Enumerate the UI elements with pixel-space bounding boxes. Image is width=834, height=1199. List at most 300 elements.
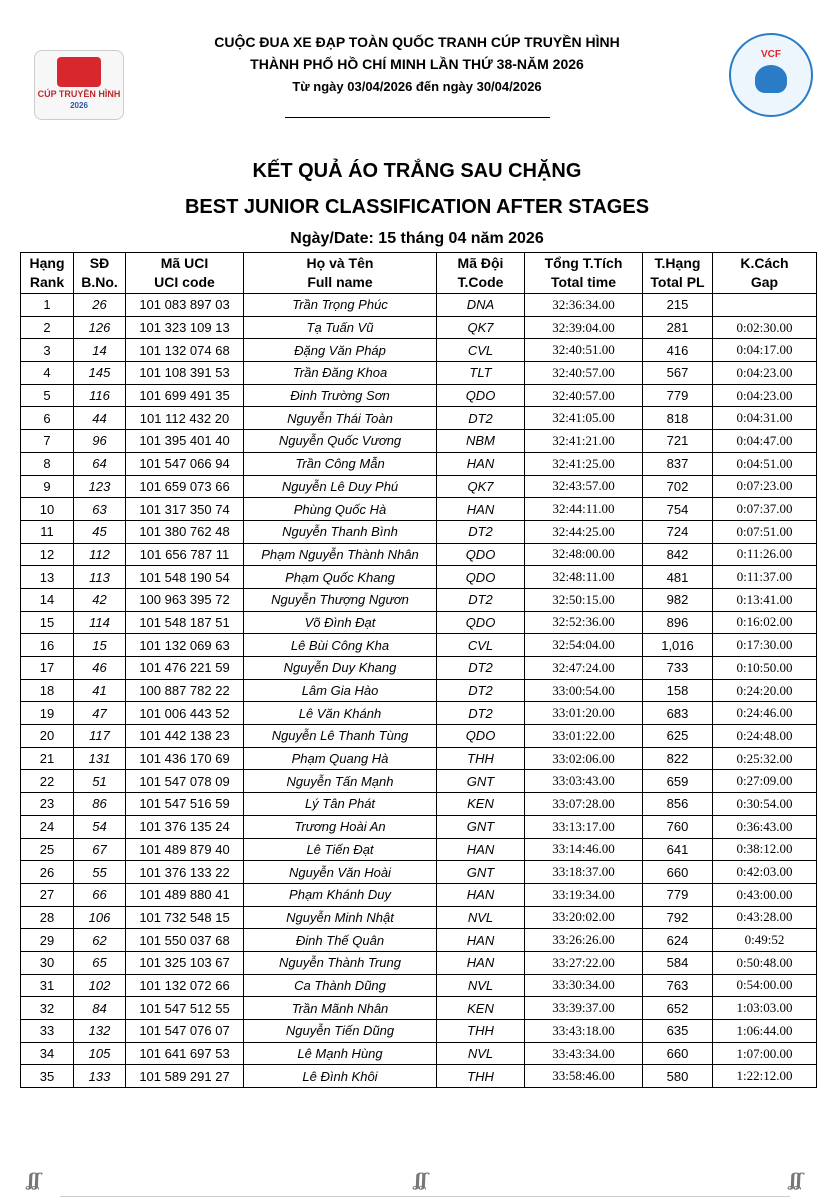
- table-row: [21, 702, 817, 725]
- table-row: [21, 883, 817, 906]
- cell-full-name: Nguyễn Thượng Ngươn: [244, 588, 437, 611]
- cell-rank: 31: [21, 974, 74, 997]
- cell-full-name: Nguyễn Quốc Vương: [244, 430, 437, 453]
- cell-rank: 1: [21, 294, 74, 317]
- cell-uci-code: 101 547 076 07: [126, 1020, 244, 1043]
- cell-uci-code: 101 006 443 52: [126, 702, 244, 725]
- cell-bib: 132: [74, 1020, 126, 1043]
- cell-bib: 64: [74, 452, 126, 475]
- cell-total-time: 32:48:00.00: [525, 543, 643, 566]
- cell-gap: 0:36:43.00: [713, 815, 817, 838]
- cell-uci-code: 101 132 072 66: [126, 974, 244, 997]
- cell-full-name: Lê Văn Khánh: [244, 702, 437, 725]
- cell-gap: [713, 294, 817, 317]
- rider-icon: [755, 65, 787, 93]
- classification-date: Ngày/Date: 15 tháng 04 năm 2026: [290, 230, 544, 247]
- cell-uci-code: 101 656 787 11: [126, 543, 244, 566]
- table-row: [21, 861, 817, 884]
- cell-gap: 0:13:41.00: [713, 588, 817, 611]
- cell-rank: 26: [21, 861, 74, 884]
- table-row: [21, 929, 817, 952]
- cell-total-pl: 818: [643, 407, 713, 430]
- cup-logo-text: CÚP TRUYỀN HÌNH: [37, 89, 121, 99]
- cell-team-code: THH: [437, 747, 525, 770]
- cell-gap: 1:03:03.00: [713, 997, 817, 1020]
- cell-gap: 0:25:32.00: [713, 747, 817, 770]
- cell-full-name: Nguyễn Lê Duy Phú: [244, 475, 437, 498]
- cell-total-time: 33:13:17.00: [525, 815, 643, 838]
- vcf-logo: [729, 33, 813, 117]
- cell-gap: 0:11:26.00: [713, 543, 817, 566]
- cell-rank: 20: [21, 725, 74, 748]
- cell-full-name: Đặng Văn Pháp: [244, 339, 437, 362]
- cell-total-time: 33:01:22.00: [525, 725, 643, 748]
- cell-rank: 9: [21, 475, 74, 498]
- cell-total-time: 33:39:37.00: [525, 997, 643, 1020]
- cell-team-code: TLT: [437, 362, 525, 385]
- cell-total-pl: 856: [643, 793, 713, 816]
- cell-team-code: NVL: [437, 906, 525, 929]
- cell-bib: 86: [74, 793, 126, 816]
- cell-total-pl: 580: [643, 1065, 713, 1088]
- cell-team-code: GNT: [437, 770, 525, 793]
- cell-team-code: HAN: [437, 498, 525, 521]
- column-header: [437, 253, 525, 294]
- column-header: [713, 253, 817, 294]
- table-row: [21, 679, 817, 702]
- cell-team-code: DT2: [437, 520, 525, 543]
- cell-full-name: Nguyễn Thành Trung: [244, 951, 437, 974]
- cell-total-time: 32:43:57.00: [525, 475, 643, 498]
- cell-rank: 29: [21, 929, 74, 952]
- cell-rank: 35: [21, 1065, 74, 1088]
- cell-bib: 145: [74, 362, 126, 385]
- cell-uci-code: 101 132 069 63: [126, 634, 244, 657]
- cell-team-code: THH: [437, 1020, 525, 1043]
- cell-total-time: 33:26:26.00: [525, 929, 643, 952]
- cell-total-pl: 733: [643, 657, 713, 680]
- cell-gap: 0:10:50.00: [713, 657, 817, 680]
- cell-uci-code: 101 132 074 68: [126, 339, 244, 362]
- cell-gap: 0:49:52: [713, 929, 817, 952]
- header-divider: [285, 117, 550, 118]
- cell-bib: 113: [74, 566, 126, 589]
- cell-bib: 45: [74, 520, 126, 543]
- cell-total-pl: 635: [643, 1020, 713, 1043]
- cell-gap: 0:43:28.00: [713, 906, 817, 929]
- cell-full-name: Đinh Thế Quân: [244, 929, 437, 952]
- cell-rank: 15: [21, 611, 74, 634]
- cell-full-name: Lê Đình Khôi: [244, 1065, 437, 1088]
- cell-gap: 0:24:48.00: [713, 725, 817, 748]
- cell-gap: 0:54:00.00: [713, 974, 817, 997]
- cell-total-pl: 896: [643, 611, 713, 634]
- cell-gap: 0:04:23.00: [713, 362, 817, 385]
- cell-team-code: KEN: [437, 997, 525, 1020]
- cell-rank: 21: [21, 747, 74, 770]
- cell-uci-code: 101 699 491 35: [126, 384, 244, 407]
- cell-bib: 44: [74, 407, 126, 430]
- cell-total-time: 33:20:02.00: [525, 906, 643, 929]
- cell-gap: 0:50:48.00: [713, 951, 817, 974]
- column-header-en: Full name: [307, 274, 373, 290]
- cell-total-pl: 158: [643, 679, 713, 702]
- cell-rank: 32: [21, 997, 74, 1020]
- cell-gap: 0:07:51.00: [713, 520, 817, 543]
- cell-total-time: 32:40:51.00: [525, 339, 643, 362]
- cell-bib: 55: [74, 861, 126, 884]
- cell-full-name: Trần Đăng Khoa: [244, 362, 437, 385]
- cell-uci-code: 101 548 190 54: [126, 566, 244, 589]
- cell-rank: 8: [21, 452, 74, 475]
- cell-full-name: Phạm Nguyễn Thành Nhân: [244, 543, 437, 566]
- cell-gap: 0:38:12.00: [713, 838, 817, 861]
- cell-gap: 1:22:12.00: [713, 1065, 817, 1088]
- cell-rank: 24: [21, 815, 74, 838]
- cell-total-pl: 779: [643, 883, 713, 906]
- cell-team-code: HAN: [437, 452, 525, 475]
- cell-gap: 0:27:09.00: [713, 770, 817, 793]
- cell-full-name: Võ Đình Đạt: [244, 611, 437, 634]
- cell-gap: 0:30:54.00: [713, 793, 817, 816]
- document-header: [0, 0, 834, 140]
- cell-uci-code: 101 442 138 23: [126, 725, 244, 748]
- page-footer: [0, 1160, 834, 1199]
- table-row: [21, 498, 817, 521]
- cell-rank: 18: [21, 679, 74, 702]
- cell-bib: 63: [74, 498, 126, 521]
- column-header: [525, 253, 643, 294]
- cell-rank: 10: [21, 498, 74, 521]
- table-row: [21, 747, 817, 770]
- cell-rank: 11: [21, 520, 74, 543]
- table-row: [21, 770, 817, 793]
- cell-uci-code: 101 436 170 69: [126, 747, 244, 770]
- cell-full-name: Lê Bùi Công Kha: [244, 634, 437, 657]
- cell-total-pl: 721: [643, 430, 713, 453]
- column-header-vn: Hạng: [29, 255, 65, 271]
- cell-gap: 0:24:46.00: [713, 702, 817, 725]
- cell-full-name: Lâm Gia Hào: [244, 679, 437, 702]
- cell-team-code: DT2: [437, 407, 525, 430]
- cell-uci-code: 101 376 135 24: [126, 815, 244, 838]
- cell-uci-code: 101 323 109 13: [126, 316, 244, 339]
- cell-total-time: 32:47:24.00: [525, 657, 643, 680]
- cell-full-name: Nguyễn Tiến Dũng: [244, 1020, 437, 1043]
- table-row: [21, 1065, 817, 1088]
- cell-total-time: 32:40:57.00: [525, 384, 643, 407]
- cell-bib: 66: [74, 883, 126, 906]
- cell-team-code: GNT: [437, 815, 525, 838]
- cell-full-name: Nguyễn Duy Khang: [244, 657, 437, 680]
- cell-uci-code: 101 547 078 09: [126, 770, 244, 793]
- cell-total-pl: 481: [643, 566, 713, 589]
- cell-team-code: NVL: [437, 1042, 525, 1065]
- cell-uci-code: 101 108 391 53: [126, 362, 244, 385]
- cell-gap: 0:11:37.00: [713, 566, 817, 589]
- cell-team-code: CVL: [437, 339, 525, 362]
- cell-total-time: 33:03:43.00: [525, 770, 643, 793]
- cell-total-pl: 625: [643, 725, 713, 748]
- cell-full-name: Nguyễn Thái Toàn: [244, 407, 437, 430]
- event-dates: Từ ngày 03/04/2026 đến ngày 30/04/2026: [292, 79, 542, 94]
- column-header-vn: K.Cách: [740, 255, 789, 271]
- cell-rank: 6: [21, 407, 74, 430]
- column-header-vn: Tổng T.Tích: [544, 255, 623, 271]
- cell-team-code: QK7: [437, 475, 525, 498]
- cell-total-time: 33:00:54.00: [525, 679, 643, 702]
- cell-rank: 17: [21, 657, 74, 680]
- cell-team-code: DT2: [437, 702, 525, 725]
- cell-full-name: Lê Tiến Đạt: [244, 838, 437, 861]
- cell-team-code: DT2: [437, 588, 525, 611]
- cell-rank: 19: [21, 702, 74, 725]
- table-body: [21, 294, 817, 1088]
- cell-total-time: 33:18:37.00: [525, 861, 643, 884]
- cell-total-time: 33:30:34.00: [525, 974, 643, 997]
- cell-full-name: Nguyễn Lê Thanh Tùng: [244, 725, 437, 748]
- cell-full-name: Phạm Khánh Duy: [244, 883, 437, 906]
- table-row: [21, 475, 817, 498]
- cell-uci-code: 101 659 073 66: [126, 475, 244, 498]
- cell-uci-code: 101 325 103 67: [126, 951, 244, 974]
- cell-uci-code: 101 547 066 94: [126, 452, 244, 475]
- cell-rank: 5: [21, 384, 74, 407]
- column-header-en: B.No.: [81, 274, 118, 290]
- classification-title-en: BEST JUNIOR CLASSIFICATION AFTER STAGES: [184, 196, 650, 218]
- column-header-vn: Họ và Tên: [306, 255, 374, 271]
- table-row: [21, 1042, 817, 1065]
- classification-title-vn: KẾT QUẢ ÁO TRẮNG SAU CHẶNG: [252, 160, 582, 182]
- cell-team-code: KEN: [437, 793, 525, 816]
- cell-total-pl: 724: [643, 520, 713, 543]
- cell-gap: 0:04:17.00: [713, 339, 817, 362]
- table-row: [21, 316, 817, 339]
- cell-total-time: 32:50:15.00: [525, 588, 643, 611]
- cell-total-time: 32:41:21.00: [525, 430, 643, 453]
- cell-bib: 106: [74, 906, 126, 929]
- column-header-en: UCI code: [154, 274, 215, 290]
- cell-uci-code: 101 476 221 59: [126, 657, 244, 680]
- table-row: [21, 588, 817, 611]
- cell-rank: 16: [21, 634, 74, 657]
- cell-rank: 25: [21, 838, 74, 861]
- cell-total-pl: 683: [643, 702, 713, 725]
- cell-total-time: 33:43:34.00: [525, 1042, 643, 1065]
- cell-bib: 42: [74, 588, 126, 611]
- cell-total-pl: 281: [643, 316, 713, 339]
- cell-total-pl: 792: [643, 906, 713, 929]
- cell-total-pl: 702: [643, 475, 713, 498]
- cell-total-time: 32:44:25.00: [525, 520, 643, 543]
- cell-bib: 114: [74, 611, 126, 634]
- table-row: [21, 566, 817, 589]
- table-row: [21, 407, 817, 430]
- cell-gap: 0:43:00.00: [713, 883, 817, 906]
- cell-team-code: DT2: [437, 679, 525, 702]
- cell-full-name: Trần Trọng Phúc: [244, 294, 437, 317]
- cell-full-name: Tạ Tuấn Vũ: [244, 316, 437, 339]
- cell-total-time: 33:01:20.00: [525, 702, 643, 725]
- cell-bib: 46: [74, 657, 126, 680]
- column-header-en: Gap: [750, 274, 779, 290]
- cell-rank: 7: [21, 430, 74, 453]
- cell-full-name: Nguyễn Thanh Bình: [244, 520, 437, 543]
- table-row: [21, 543, 817, 566]
- event-title-line2: THÀNH PHỐ HỒ CHÍ MINH LẦN THỨ 38-NĂM 2026: [250, 56, 584, 72]
- cell-team-code: QK7: [437, 316, 525, 339]
- column-header-vn: Mã Đội: [457, 255, 504, 271]
- table-row: [21, 951, 817, 974]
- cell-bib: 123: [74, 475, 126, 498]
- cell-uci-code: 101 732 548 15: [126, 906, 244, 929]
- cell-rank: 2: [21, 316, 74, 339]
- cell-bib: 14: [74, 339, 126, 362]
- cell-gap: 0:04:31.00: [713, 407, 817, 430]
- table-row: [21, 725, 817, 748]
- cell-total-pl: 416: [643, 339, 713, 362]
- cell-total-time: 32:48:11.00: [525, 566, 643, 589]
- cell-bib: 67: [74, 838, 126, 861]
- column-header-en: T.Code: [457, 274, 504, 290]
- cell-total-time: 33:58:46.00: [525, 1065, 643, 1088]
- cell-total-time: 33:02:06.00: [525, 747, 643, 770]
- cell-uci-code: 101 547 516 59: [126, 793, 244, 816]
- cell-gap: 0:04:51.00: [713, 452, 817, 475]
- cell-full-name: Nguyễn Tấn Mạnh: [244, 770, 437, 793]
- column-header-vn: Mã UCI: [160, 255, 209, 271]
- cell-full-name: Phạm Quang Hà: [244, 747, 437, 770]
- cell-full-name: Phạm Quốc Khang: [244, 566, 437, 589]
- cell-team-code: QDO: [437, 384, 525, 407]
- cell-total-pl: 641: [643, 838, 713, 861]
- cell-rank: 33: [21, 1020, 74, 1043]
- cell-total-pl: 660: [643, 861, 713, 884]
- cell-team-code: QDO: [437, 543, 525, 566]
- column-header-vn: SĐ: [89, 255, 110, 271]
- cell-gap: 0:04:47.00: [713, 430, 817, 453]
- cell-full-name: Nguyễn Minh Nhật: [244, 906, 437, 929]
- table-row: [21, 974, 817, 997]
- cell-bib: 51: [74, 770, 126, 793]
- cell-rank: 23: [21, 793, 74, 816]
- cell-gap: 1:07:00.00: [713, 1042, 817, 1065]
- cell-full-name: Lý Tân Phát: [244, 793, 437, 816]
- cell-full-name: Trần Công Mẫn: [244, 452, 437, 475]
- column-header: [126, 253, 244, 294]
- cell-total-time: 32:39:04.00: [525, 316, 643, 339]
- cell-gap: 0:42:03.00: [713, 861, 817, 884]
- cell-uci-code: 101 489 880 41: [126, 883, 244, 906]
- table-row: [21, 362, 817, 385]
- cell-total-pl: 584: [643, 951, 713, 974]
- cell-bib: 41: [74, 679, 126, 702]
- cell-bib: 131: [74, 747, 126, 770]
- cell-total-pl: 822: [643, 747, 713, 770]
- cell-team-code: GNT: [437, 861, 525, 884]
- cell-rank: 28: [21, 906, 74, 929]
- cell-team-code: NVL: [437, 974, 525, 997]
- cell-full-name: Trần Mãnh Nhân: [244, 997, 437, 1020]
- cell-team-code: HAN: [437, 883, 525, 906]
- cell-team-code: QDO: [437, 725, 525, 748]
- table-row: [21, 384, 817, 407]
- cell-total-pl: 982: [643, 588, 713, 611]
- cell-rank: 27: [21, 883, 74, 906]
- cell-uci-code: 101 083 897 03: [126, 294, 244, 317]
- table-row: [21, 906, 817, 929]
- table-row: [21, 793, 817, 816]
- cell-gap: 1:06:44.00: [713, 1020, 817, 1043]
- cell-gap: 0:16:02.00: [713, 611, 817, 634]
- cell-rank: 3: [21, 339, 74, 362]
- table-row: [21, 634, 817, 657]
- cell-rank: 4: [21, 362, 74, 385]
- column-header: [244, 253, 437, 294]
- cell-total-pl: 652: [643, 997, 713, 1020]
- cell-total-pl: 837: [643, 452, 713, 475]
- table-row: [21, 838, 817, 861]
- column-header: [643, 253, 713, 294]
- column-header-en: Total PL: [650, 274, 705, 290]
- cell-full-name: Đinh Trường Sơn: [244, 384, 437, 407]
- cell-gap: 0:07:23.00: [713, 475, 817, 498]
- column-header: [74, 253, 126, 294]
- cell-bib: 96: [74, 430, 126, 453]
- cell-full-name: Phùng Quốc Hà: [244, 498, 437, 521]
- cell-bib: 126: [74, 316, 126, 339]
- cell-uci-code: 101 395 401 40: [126, 430, 244, 453]
- table-row: [21, 997, 817, 1020]
- cell-gap: 0:04:23.00: [713, 384, 817, 407]
- cell-uci-code: 101 589 291 27: [126, 1065, 244, 1088]
- cell-uci-code: 100 963 395 72: [126, 588, 244, 611]
- cell-total-pl: 660: [643, 1042, 713, 1065]
- cup-logo-year: 2026: [70, 101, 88, 110]
- cell-uci-code: 101 489 879 40: [126, 838, 244, 861]
- table-row: [21, 339, 817, 362]
- results-table: [20, 252, 817, 1088]
- cell-team-code: NBM: [437, 430, 525, 453]
- cell-bib: 26: [74, 294, 126, 317]
- cell-bib: 84: [74, 997, 126, 1020]
- cell-rank: 14: [21, 588, 74, 611]
- cell-full-name: Nguyễn Văn Hoài: [244, 861, 437, 884]
- cell-uci-code: 101 641 697 53: [126, 1042, 244, 1065]
- cell-total-time: 33:14:46.00: [525, 838, 643, 861]
- cell-uci-code: 101 550 037 68: [126, 929, 244, 952]
- cell-total-pl: 754: [643, 498, 713, 521]
- cell-gap: 0:24:20.00: [713, 679, 817, 702]
- table-header-row: [21, 253, 817, 294]
- cell-bib: 102: [74, 974, 126, 997]
- cell-uci-code: 101 547 512 55: [126, 997, 244, 1020]
- cell-uci-code: 100 887 782 22: [126, 679, 244, 702]
- cell-team-code: CVL: [437, 634, 525, 657]
- cell-bib: 116: [74, 384, 126, 407]
- cell-rank: 30: [21, 951, 74, 974]
- footer-divider: [60, 1196, 790, 1197]
- cell-bib: 105: [74, 1042, 126, 1065]
- cell-total-time: 33:43:18.00: [525, 1020, 643, 1043]
- cell-total-pl: 1,016: [643, 634, 713, 657]
- table-row: [21, 430, 817, 453]
- cell-uci-code: 101 548 187 51: [126, 611, 244, 634]
- cell-team-code: HAN: [437, 838, 525, 861]
- column-header: [21, 253, 74, 294]
- cell-bib: 117: [74, 725, 126, 748]
- cell-bib: 112: [74, 543, 126, 566]
